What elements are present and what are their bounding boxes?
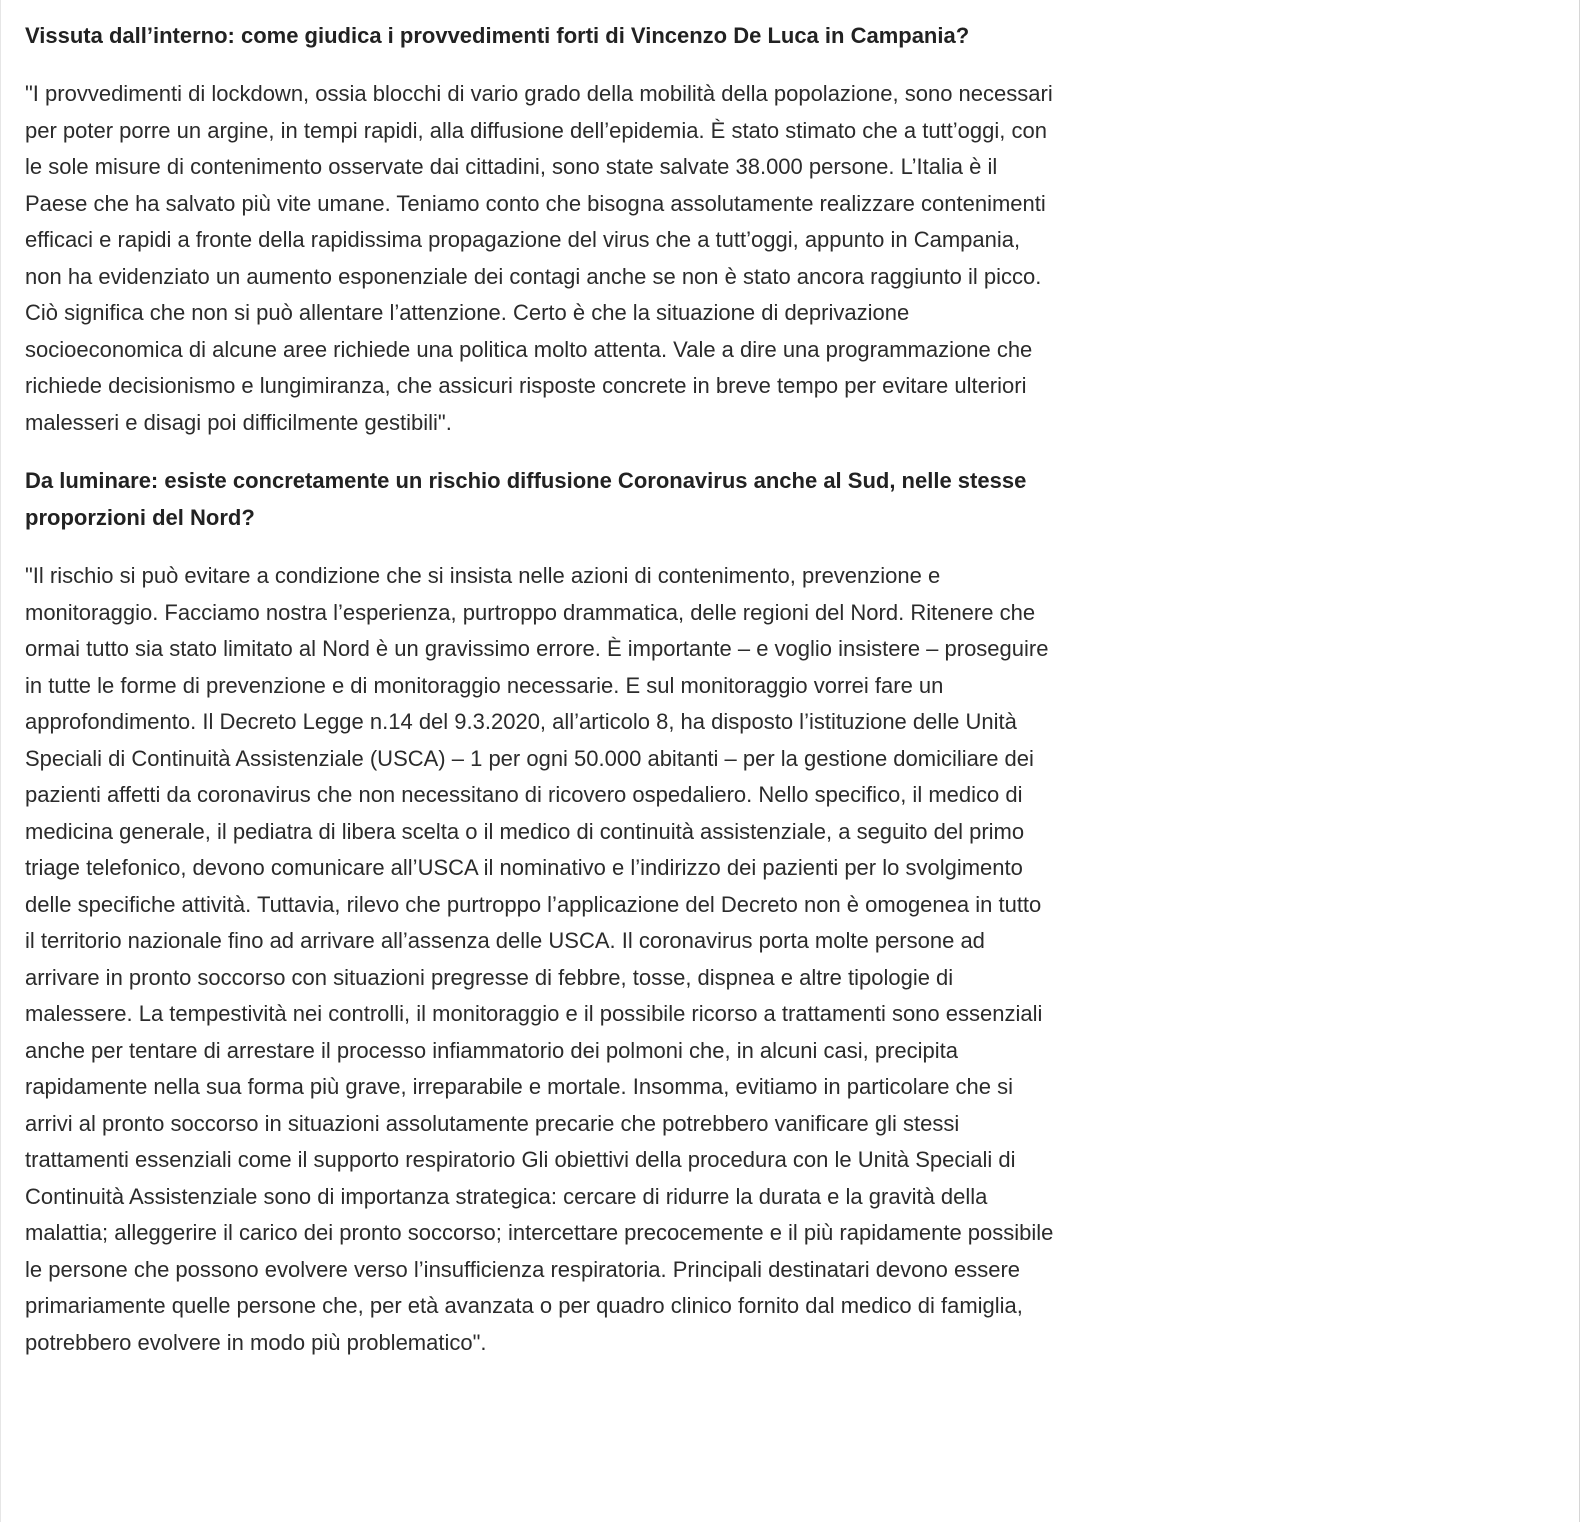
interview-answer-2: "Il rischio si può evitare a condizione che si insista nelle azioni di contenimento, prevenzione e monitoraggio. Facciamo nostra l’esperienza, purtroppo drammatica, delle regioni del Nord. Ritenere che ormai tutto sia stato limitato al Nord è un gravissimo errore. È importante – e voglio insistere – proseguire in tutte le forme di prevenzione e di monitoraggio necessarie. E sul monitoraggio vorrei fare un approfondimento. Il Decreto Legge n.14 del 9.3.2020, all’articolo 8, ha disposto l’istituzione delle Unità Speciali di Continuità Assistenziale (USCA) – 1 per ogni 50.000 abitanti – per la gestione domiciliare dei pazienti affetti da coronavirus che non necessitano di ricovero ospedaliero. Nello specifico, il medico di medicina generale, il pediatra di libera scelta o il medico di continuità assistenziale, a seguito del primo triage telefonico, devono comunicare all’USCA il nominativo e l’indirizzo dei pazienti per lo svolgimento delle specifiche attività. Tuttavia, rilevo che purtroppo l’applicazione del Decreto non è omogenea in tutto il territorio nazionale fino ad arrivare all’assenza delle USCA. Il coronavirus porta molte persone ad arrivare in pronto soccorso con situazioni pregresse di febbre, tosse, dispnea e altre tipologie di malessere. La tempestività nei controlli, il monitoraggio e il possibile ricorso a trattamenti sono essenziali anche per tentare di arrestare il processo infiammatorio dei polmoni che, in alcuni casi, precipita rapidamente nella sua forma più grave, irreparabile e mortale. Insomma, evitiamo in particolare che si arrivi al pronto soccorso in situazioni assolutamente precarie che potrebbero vanificare gli stessi trattamenti essenziali come il supporto respiratorio Gli obiettivi della procedura con le Unità Speciali di Continuità Assistenziale sono di importanza strategica: cercare di ridurre la durata e la gravità della malattia; alleggerire il carico dei pronto soccorso; intercettare precocemente e il più rapidamente possibile le persone che possono evolvere verso l’insufficienza respiratoria. Principali destinatari devono essere primariamente quelle persone che, per età avanzata o per quadro clinico fornito dal medico di famiglia, potrebbero evolvere in modo più problematico".: [25, 563, 1054, 1355]
interview-question-1: Vissuta dall’interno: come giudica i provvedimenti forti di Vincenzo De Luca in Campania?: [25, 23, 970, 48]
interview-question-2: Da luminare: esiste concretamente un rischio diffusione Coronavirus anche al Sud, nelle stesse proporzioni del Nord?: [25, 468, 1027, 530]
interview-answer-1: "I provvedimenti di lockdown, ossia blocchi di vario grado della mobilità della popolazione, sono necessari per poter porre un argine, in tempi rapidi, alla diffusione dell’epidemia. È stato stimato che a tutt’oggi, con le sole misure di contenimento osservate dai cittadini, sono state salvate 38.000 persone. L’Italia è il Paese che ha salvato più vite umane. Teniamo conto che bisogna assolutamente realizzare contenimenti efficaci e rapidi a fronte della rapidissima propagazione del virus che a tutt’oggi, appunto in Campania, non ha evidenziato un aumento esponenziale dei contagi anche se non è stato ancora raggiunto il picco. Ciò significa che non si può allentare l’attenzione. Certo è che la situazione di deprivazione socioeconomica di alcune aree richiede una politica molto attenta. Vale a dire una programmazione che richiede decisionismo e lungimiranza, che assicuri risposte concrete in breve tempo per evitare ulteriori malesseri e disagi poi difficilmente gestibili".: [25, 81, 1053, 435]
article-body: [25, 17, 1055, 1382]
